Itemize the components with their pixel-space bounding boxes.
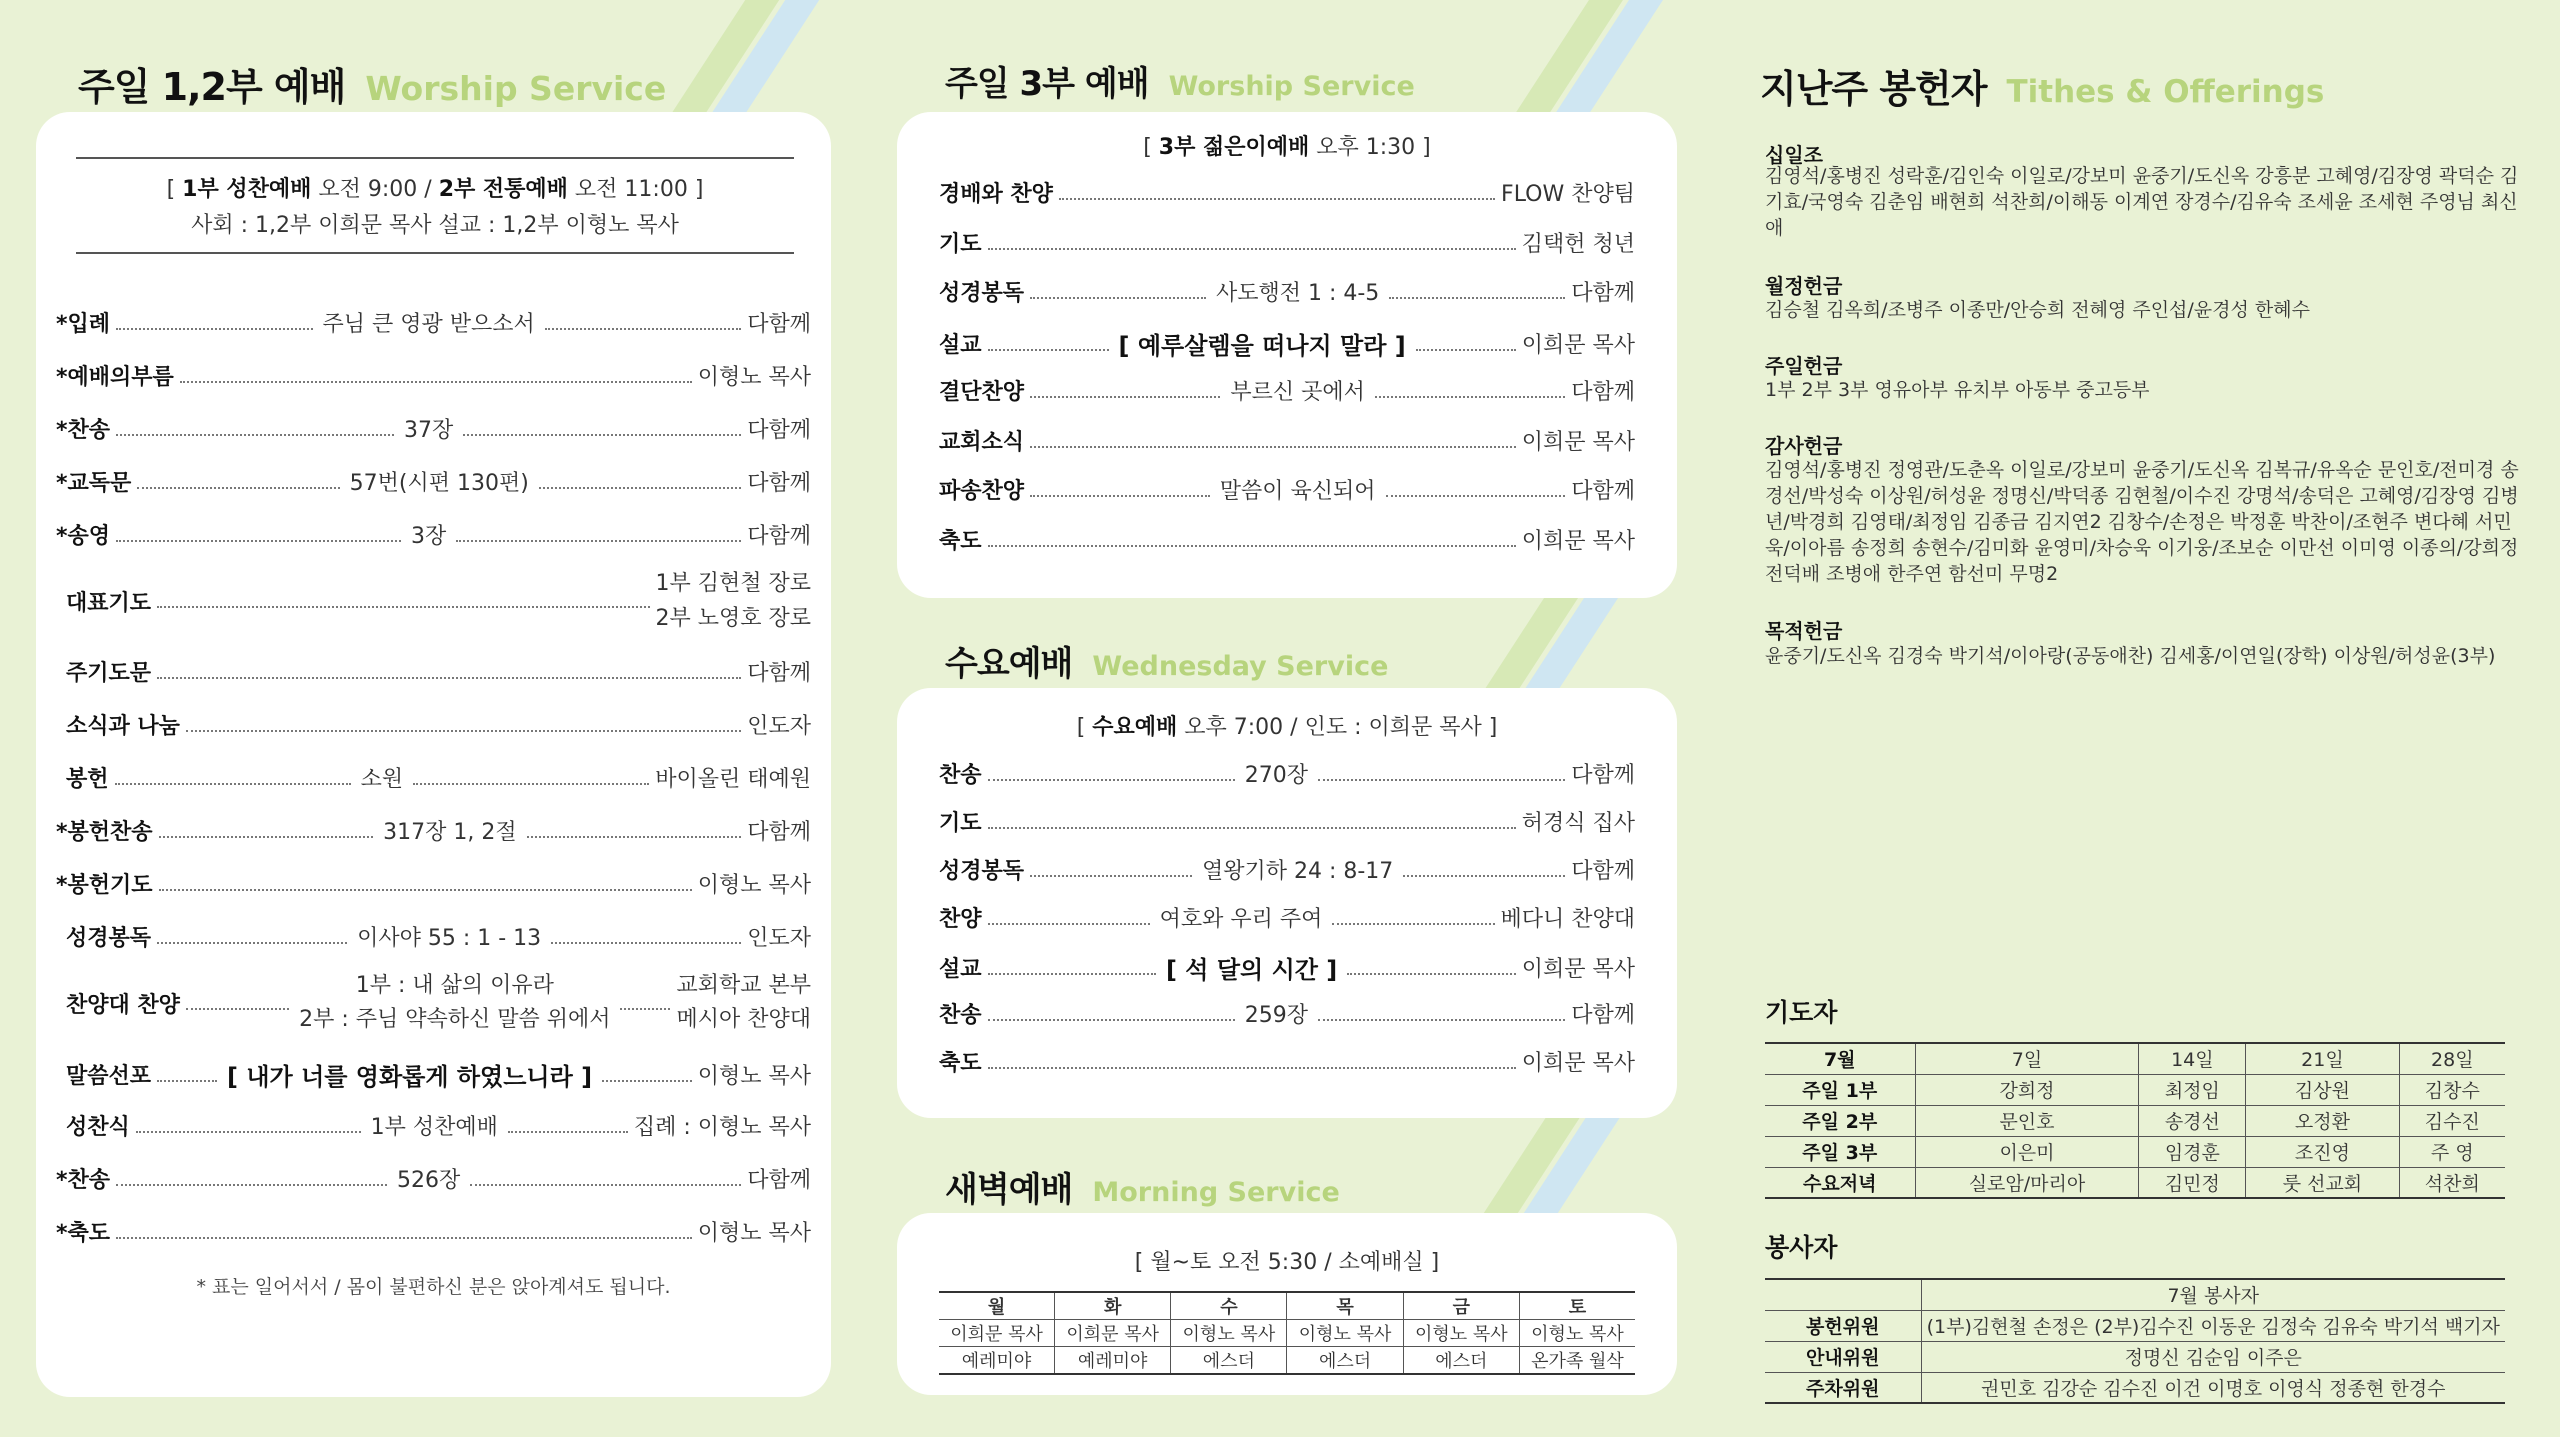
table-cell: 김창수: [2399, 1074, 2505, 1105]
offerings-title: 지난주 봉헌자: [1760, 67, 1987, 111]
wednesday-title: 수요예배: [945, 644, 1073, 684]
table-cell: 7월 봉사자: [1921, 1279, 2505, 1310]
table-cell: 이형노 목사: [1171, 1320, 1287, 1347]
monthly-names: 김승철 김옥희/조병주 이종만/안승희 전혜영 주인섭/윤경성 한혜수: [1765, 299, 2310, 321]
table-cell: 강희정: [1915, 1074, 2139, 1105]
table-cell: 권민호 김강순 김수진 이건 이명호 이영식 정종현 한경수: [1921, 1372, 2505, 1403]
morning-heading: [945, 1162, 1340, 1211]
divider: [76, 252, 794, 254]
table-cell: 에스더: [1171, 1347, 1287, 1375]
morning-subtitle: Morning Service: [1092, 1177, 1340, 1208]
order-item: 말씀선포 [ 내가 너를 영화롭게 하였느니라 ] 이형노 목사: [66, 1063, 811, 1091]
order-item: 축도 이희문 목사: [939, 1051, 1635, 1076]
order-item: 경배와 찬양 FLOW 찬양팀: [939, 182, 1635, 207]
wednesday-card: [897, 688, 1677, 1118]
order-item: *봉헌기도 이형노 목사: [56, 873, 811, 898]
order-item: *축도 이형노 목사: [56, 1221, 811, 1246]
table-cell: 21일: [2246, 1043, 2399, 1074]
sunday3-heading: [945, 56, 1415, 105]
tithe-heading: 십일조: [1765, 143, 1823, 167]
table-cell: 온가족 월삭: [1519, 1347, 1635, 1375]
morning-time: [ 월~토 오전 5:30 / 소예배실 ]: [1134, 1250, 1440, 1275]
order-item: 대표기도 1부 김현철 장로 2부 노영호 장로: [66, 571, 811, 631]
order-item: 성경봉독 열왕기하 24 : 8-17 다함께: [939, 859, 1636, 884]
table-row: [1765, 1310, 2505, 1341]
order-item: 성경봉독 사도행전 1 : 4-5 다함께: [939, 281, 1635, 306]
table-cell: 이희문 목사: [1055, 1320, 1171, 1347]
table-cell: 이형노 목사: [1403, 1320, 1519, 1347]
table-row: [1765, 1043, 2505, 1074]
table-row: [939, 1347, 1635, 1375]
order-item: 설교 [ 예루살렘을 떠나지 말라 ] 이희문 목사: [939, 332, 1635, 360]
prayers-table: [1765, 1042, 2505, 1199]
order-item: 기도 허경식 집사: [939, 811, 1635, 836]
order-item: *송영 3장 다함께: [56, 524, 811, 549]
order-item: 주기도문 다함께: [66, 661, 811, 686]
sunday12-card: [36, 112, 831, 1397]
sunday12-times: [ 1부 성찬예배 오전 9:00 / 2부 전통예배 오전 11:00 ]: [166, 177, 704, 202]
monthly-heading: 월정헌금: [1765, 274, 1843, 298]
order-item: *찬송 37장 다함께: [56, 418, 811, 443]
sunday3-card: [897, 112, 1677, 598]
table-cell: 예레미야: [939, 1347, 1055, 1375]
table-cell: 봉헌위원: [1765, 1310, 1921, 1341]
table-cell: 조진영: [2246, 1136, 2399, 1167]
sunday-offering-names: 1부 2부 3부 영유아부 유치부 아동부 중고등부: [1765, 379, 2150, 401]
table-cell: 이형노 목사: [1519, 1320, 1635, 1347]
table-cell: 김상원: [2246, 1074, 2399, 1105]
table-cell: (1부)김현철 손정은 (2부)김수진 이동운 김정숙 김유숙 박기석 백기자: [1921, 1310, 2505, 1341]
volunteers-title: 봉사자: [1765, 1233, 1838, 1262]
order-item: 결단찬양 부르신 곳에서 다함께: [939, 380, 1636, 405]
thanks-names: 김영석/홍병진 정영관/도춘옥 이일로/강보미 윤중기/도신옥 김복규/유옥순 문인호/전미경 송경선/박성숙 이상원/허성윤 정명신/박덕종 김현철/이수진 강명석/송덕은 고혜영/김장영 김병년/박경희 김영태/최정임 김종금 김지연2 김창수/손정은 박정훈 박찬이/조현주 변다혜 서민욱/이아름 송정희 송현수/김미화 윤영미/차승욱 이기웅/조보순 이만선 이미영 이종의/강희정 전덕배 조병애 한주연 함선미 무명2: [1765, 459, 2519, 585]
order-item: *입례 주님 큰 영광 받으소서 다함께: [56, 312, 811, 337]
table-cell: 주차위원: [1765, 1372, 1921, 1403]
sunday12-subtitle: Worship Service: [365, 69, 667, 108]
wednesday-heading: [945, 636, 1388, 685]
table-cell: 주일 2부: [1765, 1105, 1915, 1136]
order-item: 봉헌 소원 바이올린 태예원: [66, 767, 812, 792]
standing-note: * 표는 일어서서 / 몸이 불편하신 분은 앉아계셔도 됩니다.: [196, 1276, 671, 1298]
order-item: 찬양 여호와 우리 주여 베다니 찬양대: [939, 907, 1636, 932]
table-cell: 에스더: [1403, 1347, 1519, 1375]
order-item: 성찬식 1부 성찬예배 집례 : 이형노 목사: [66, 1115, 811, 1140]
table-cell: 정명신 김순임 이주은: [1921, 1341, 2505, 1372]
table-cell: 최정임: [2139, 1074, 2246, 1105]
table-cell: 7일: [1915, 1043, 2139, 1074]
table-cell: 수: [1171, 1292, 1287, 1320]
table-row: [1765, 1279, 2505, 1310]
order-item: 찬송 270장 다함께: [939, 763, 1635, 788]
table-cell: 이희문 목사: [939, 1320, 1055, 1347]
table-cell: 예레미야: [1055, 1347, 1171, 1375]
table-row: [1765, 1136, 2505, 1167]
sunday3-title: 주일 3부 예배: [945, 64, 1149, 104]
table-cell: 에스더: [1287, 1347, 1403, 1375]
order-item: 교회소식 이희문 목사: [939, 430, 1635, 455]
table-row: [1765, 1341, 2505, 1372]
table-cell: 토: [1519, 1292, 1635, 1320]
table-cell: 임경훈: [2139, 1136, 2246, 1167]
table-cell: 석찬희: [2399, 1167, 2505, 1198]
order-item: 소식과 나눔 인도자: [66, 714, 811, 739]
table-row: [1765, 1167, 2505, 1198]
table-cell: 목: [1287, 1292, 1403, 1320]
table-cell: 주일 1부: [1765, 1074, 1915, 1105]
divider: [76, 157, 794, 159]
offerings-subtitle: Tithes & Offerings: [2006, 74, 2325, 110]
prayers-title: 기도자: [1765, 998, 1838, 1027]
table-cell: 수요저녁: [1765, 1167, 1915, 1198]
table-row: [939, 1292, 1635, 1320]
wednesday-time: [ 수요예배 오후 7:00 / 인도 : 이희문 목사 ]: [1076, 715, 1498, 740]
table-row: [1765, 1074, 2505, 1105]
tithe-names: 김영석/홍병진 성락훈/김인숙 이일로/강보미 윤중기/도신옥 강흥분 고혜영/김장영 곽덕순 김기효/국영숙 김춘임 배현희 석찬희/이해동 이계연 장경수/김유숙 조세윤 조세현 주영님 최신애: [1765, 165, 2519, 239]
table-cell: 실로암/마리아: [1915, 1167, 2139, 1198]
table-cell: 금: [1403, 1292, 1519, 1320]
table-cell: 오정환: [2246, 1105, 2399, 1136]
order-item: *교독문 57번(시편 130편) 다함께: [56, 471, 811, 496]
sunday12-title: 주일 1,2부 예배: [78, 65, 346, 109]
table-cell: [1765, 1279, 1921, 1310]
order-item: 축도 이희문 목사: [939, 529, 1635, 554]
table-cell: 월: [939, 1292, 1055, 1320]
order-item: 성경봉독 이사야 55 : 1 - 13 인도자: [66, 926, 811, 951]
table-row: [1765, 1105, 2505, 1136]
table-cell: 화: [1055, 1292, 1171, 1320]
morning-title: 새벽예배: [945, 1170, 1073, 1210]
order-item: 설교 [ 석 달의 시간 ] 이희문 목사: [939, 956, 1635, 984]
table-cell: 14일: [2139, 1043, 2246, 1074]
order-item: 찬양대 찬양 1부 : 내 삶의 이유라 2부 : 주님 약속하신 말씀 위에서 교회학교 본부 메시아 찬양대: [66, 973, 811, 1032]
sunday12-leaders: 사회 : 1,2부 이희문 목사 설교 : 1,2부 이형노 목사: [191, 213, 679, 238]
purpose-names: 윤중기/도신옥 김경숙 박기석/이아랑(공동애찬) 김세홍/이연일(장학) 이상원/허성윤(3부): [1765, 645, 2496, 667]
table-cell: 이형노 목사: [1287, 1320, 1403, 1347]
order-item: 기도 김택헌 청년: [939, 232, 1635, 257]
table-cell: 28일: [2399, 1043, 2505, 1074]
table-cell: 김민정: [2139, 1167, 2246, 1198]
table-cell: 김수진: [2399, 1105, 2505, 1136]
table-row: [1765, 1372, 2505, 1403]
table-cell: 송경선: [2139, 1105, 2246, 1136]
order-item: *찬송 526장 다함께: [56, 1168, 811, 1193]
table-cell: 룻 선교회: [2246, 1167, 2399, 1198]
sunday-offering-heading: 주일헌금: [1765, 354, 1843, 378]
morning-schedule-table: [939, 1291, 1635, 1375]
table-cell: 안내위원: [1765, 1341, 1921, 1372]
table-cell: 문인호: [1915, 1105, 2139, 1136]
volunteers-table: [1765, 1278, 2505, 1404]
table-cell: 주 영: [2399, 1136, 2505, 1167]
order-item: *예배의부름 이형노 목사: [56, 365, 811, 390]
morning-card: [897, 1213, 1677, 1395]
order-item: 파송찬양 말씀이 육신되어 다함께: [939, 479, 1636, 504]
order-item: 찬송 259장 다함께: [939, 1003, 1635, 1028]
sunday12-heading: [78, 56, 666, 111]
table-cell: 7월: [1765, 1043, 1915, 1074]
offerings-heading: [1760, 58, 2324, 113]
wednesday-subtitle: Wednesday Service: [1092, 651, 1389, 682]
table-row: [939, 1320, 1635, 1347]
purpose-heading: 목적헌금: [1765, 619, 1843, 643]
table-cell: 이은미: [1915, 1136, 2139, 1167]
order-item: *봉헌찬송 317장 1, 2절 다함께: [56, 820, 812, 845]
sunday3-time: [ 3부 젊은이예배 오후 1:30 ]: [1143, 135, 1431, 160]
table-cell: 주일 3부: [1765, 1136, 1915, 1167]
thanks-heading: 감사헌금: [1765, 434, 1843, 458]
sunday3-subtitle: Worship Service: [1168, 71, 1415, 102]
